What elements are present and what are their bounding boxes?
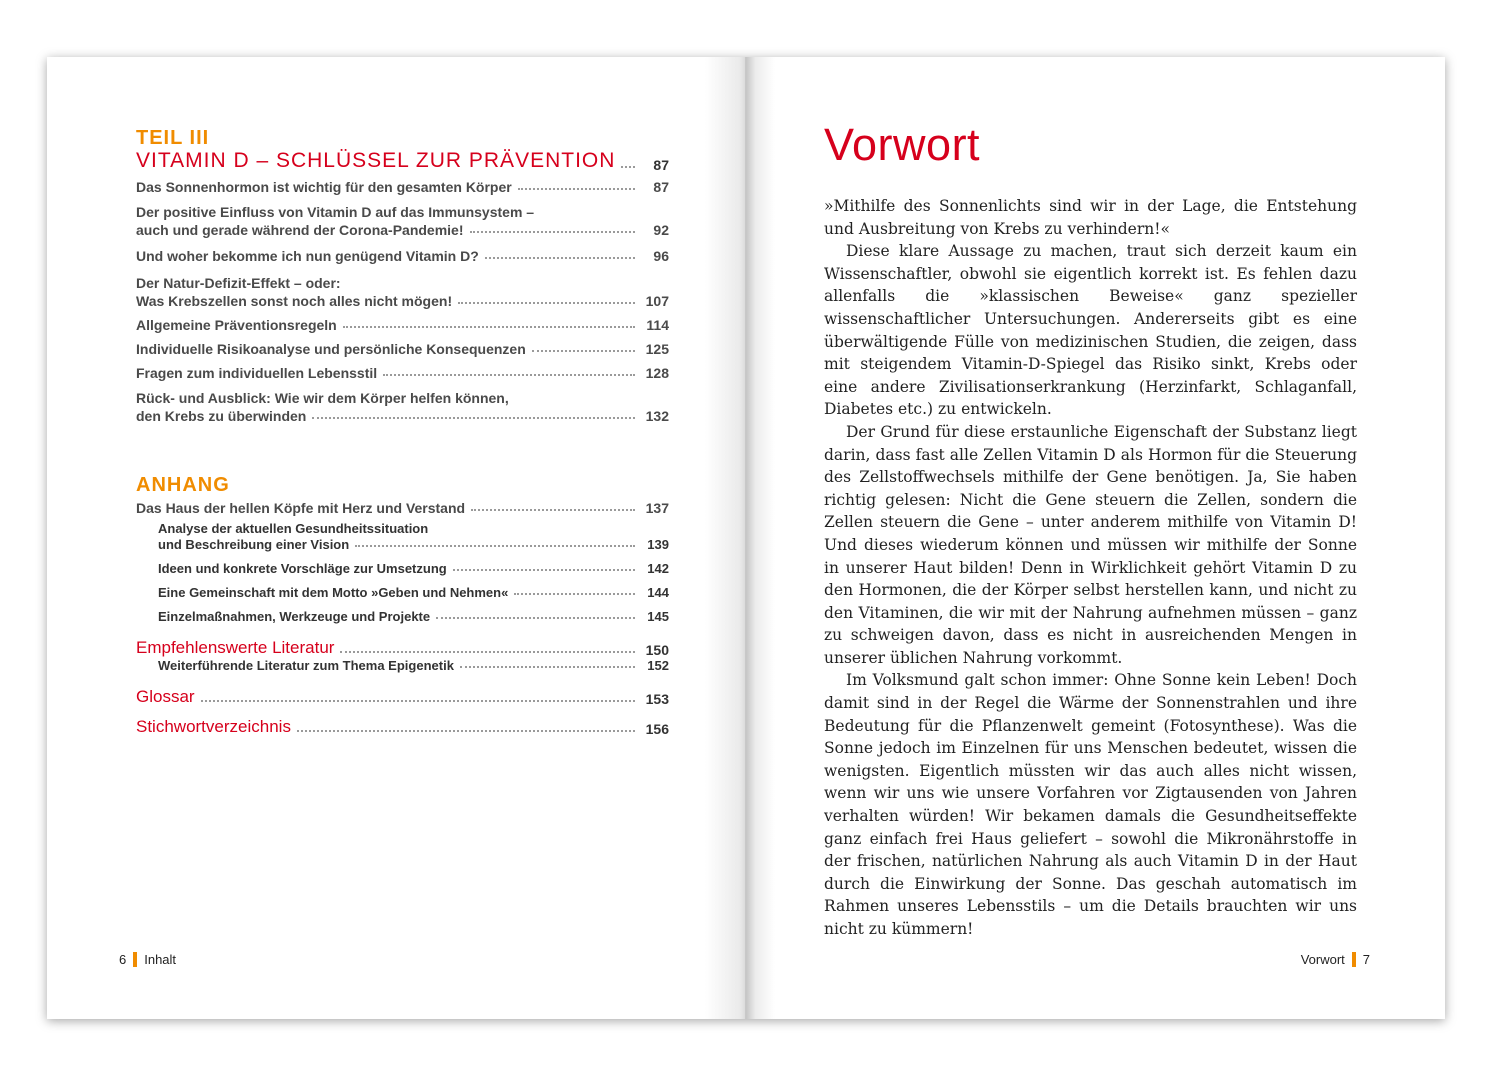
toc-page-number: 107 (635, 293, 669, 309)
toc-page-number: 96 (635, 248, 669, 264)
toc-sub-entry-title: Weiterführende Literatur zum Thema Epigenetik (158, 658, 460, 673)
toc-page-number: 128 (635, 365, 669, 381)
toc-page-number: 87 (635, 157, 669, 173)
dot-leader (355, 545, 635, 547)
toc-sub-entry-title: Ideen und konkrete Vorschläge zur Umsetzung (158, 561, 453, 576)
toc-page-number: 137 (635, 500, 669, 516)
footer-bar (1352, 952, 1356, 967)
toc-entry-title: Und woher bekomme ich nun genügend Vitamin D? (136, 248, 485, 264)
toc-section-literature (136, 638, 669, 658)
toc-part-title (136, 149, 669, 173)
appendix-label: ANHANG (136, 474, 230, 496)
page-number: 7 (1362, 952, 1370, 967)
toc-sub-entry-title-line: Analyse der aktuellen Gesundheitssituation (158, 521, 429, 536)
toc-entry (136, 203, 669, 238)
dot-leader (460, 666, 635, 668)
toc-entry-title: Fragen zum individuellen Lebensstil (136, 365, 383, 381)
toc-sub-entry (158, 520, 669, 552)
toc-page-number: 132 (635, 408, 669, 424)
toc-entry (136, 341, 669, 357)
dot-leader (201, 700, 635, 702)
paragraph: Der Grund für diese erstaunliche Eigenschaft der Substanz liegt darin, dass fast alle Zellen Vitamin D als Hormon für die Steuerung des Zellstoffwechsels mithilfe der Gene benötigen. Ja, Sie haben richtig gelesen: Nicht die Gene steuern die Zellen, sondern die Zellen steuern die Gene – unter anderem mithilfe von Vitamin D! Und dieses wiederum können und müssen wir mithilfe der Sonne in unserer Haut bilden! Denn in Wirklichkeit gehört Vitamin D zu den Hormonen, die der Körper selbst herstellen kann, und nicht zu den Vitaminen, die wir mit der Nahrung aufnehmen müssen – ganz zu schweigen davon, dass es nicht in ausreichenden Mengen in unserer üblichen Nahrung vorkommt. (824, 422, 1357, 667)
toc-sub-entry (158, 658, 669, 673)
toc-page-number: 125 (635, 341, 669, 357)
toc-page-number: 145 (635, 609, 669, 624)
toc-page-number: 114 (635, 317, 669, 333)
toc-entry-title-line: Der Natur-Defizit-Effekt – oder: (136, 275, 341, 291)
toc-sub-entries (136, 520, 669, 624)
toc-part-title-text: VITAMIN D – SCHLÜSSEL ZUR PRÄVENTION (136, 149, 621, 173)
toc-section-title: Stichwortverzeichnis (136, 717, 297, 737)
dot-leader (458, 302, 635, 304)
dot-leader (453, 569, 635, 571)
table-of-contents (136, 127, 669, 737)
dot-leader (297, 730, 635, 732)
toc-sub-entry-title: Eine Gemeinschaft mit dem Motto »Geben und Nehmen« (158, 585, 514, 600)
toc-section-title: Empfehlenswerte Literatur (136, 638, 340, 658)
toc-entry-title-line: den Krebs zu überwinden (136, 408, 312, 424)
toc-sub-entry (158, 585, 669, 600)
toc-entry (136, 317, 669, 333)
dot-leader (312, 417, 635, 419)
toc-entry-title-line: Rück- und Ausblick: Wie wir dem Körper helfen können, (136, 390, 509, 406)
page-number: 6 (119, 952, 127, 967)
right-page-footer (1301, 952, 1370, 967)
toc-page-number: 153 (635, 691, 669, 707)
toc-entry-title: Individuelle Risikoanalyse und persönliche Konsequenzen (136, 341, 532, 357)
toc-entry-title-line: Der positive Einfluss von Vitamin D auf das Immunsystem – (136, 204, 535, 220)
paragraph: »Mithilfe des Sonnenlichts sind wir in der Lage, die Entstehung und Ausbreitung von Krebs zu verhindern!« (824, 197, 1357, 238)
paragraph: Im Volksmund galt schon immer: Ohne Sonne kein Leben! Doch damit sind in der Regel die Wärme der Sonnenstrahlen und ihre Bedeutung für die Pflanzenwelt gemeint (Fotosynthese). Was die Sonne jedoch im Einzelnen für uns Menschen bedeutet, wissen die wenigsten. Eigentlich müssten wir das auch alles nicht wissen, wenn wir uns wie unsere Vorfahren vor Zigtausenden von Jahren verhalten würden! Wir bekamen damals die Gesundheitseffekte ganz einfach frei Haus geliefert – sowohl die Mikronährstoffe in der frischen, natürlichen Nahrung als auch Vitamin D in der Haut durch die Einwirkung der Sonne. Das geschah automatisch im Rahmen unseres Lebensstils – um die Details brauchten wir uns nicht zu kümmern! (824, 671, 1357, 938)
toc-page-number: 152 (635, 658, 669, 673)
toc-entry (136, 365, 669, 381)
dot-leader (471, 509, 635, 511)
dot-leader (485, 257, 635, 259)
footer-bar (133, 952, 137, 967)
dot-leader (470, 231, 635, 233)
toc-entry (136, 500, 669, 516)
toc-sub-entry-title-line: und Beschreibung einer Vision (158, 537, 355, 552)
toc-entry-title: Allgemeine Präventionsregeln (136, 317, 343, 333)
toc-entry-title: Das Sonnenhormon ist wichtig für den gesamten Körper (136, 179, 518, 195)
toc-page-number: 144 (635, 585, 669, 600)
toc-section-index (136, 717, 669, 737)
toc-sub-entry-title: Einzelmaßnahmen, Werkzeuge und Projekte (158, 609, 436, 624)
toc-entry-title: Das Haus der hellen Köpfe mit Herz und Verstand (136, 500, 471, 516)
dot-leader (621, 166, 635, 168)
dot-leader (343, 326, 635, 328)
book-spread (47, 57, 1445, 1019)
toc-page-number: 92 (635, 222, 669, 238)
dot-leader (518, 188, 635, 190)
toc-entry (136, 248, 669, 264)
dot-leader (514, 593, 635, 595)
toc-page-number: 139 (635, 537, 669, 552)
toc-sub-entry (158, 561, 669, 576)
toc-section-glossary (136, 687, 669, 707)
toc-entry-title-line: auch und gerade während der Corona-Pandemie! (136, 222, 470, 238)
toc-sub-entry (158, 609, 669, 624)
dot-leader (340, 651, 635, 653)
toc-page-number: 87 (635, 179, 669, 195)
part-label: TEIL III (136, 127, 210, 149)
toc-page-number: 142 (635, 561, 669, 576)
toc-entry (136, 179, 669, 195)
dot-leader (436, 617, 635, 619)
left-page-contents (47, 57, 747, 1019)
right-page-foreword (747, 57, 1445, 1019)
left-page-footer (119, 952, 176, 967)
toc-page-number: 156 (635, 721, 669, 737)
running-head: Vorwort (1300, 952, 1345, 967)
toc-entry (136, 274, 669, 309)
dot-leader (532, 350, 635, 352)
toc-section-title: Glossar (136, 687, 201, 707)
toc-entry-title-line: Was Krebszellen sonst noch alles nicht mögen! (136, 293, 458, 309)
page-title: Vorwort (824, 119, 981, 170)
toc-sub-entries (136, 658, 669, 673)
toc-entry (136, 389, 669, 424)
running-head: Inhalt (144, 952, 177, 967)
foreword-body (824, 195, 1357, 941)
dot-leader (383, 374, 635, 376)
paragraph: Diese klare Aussage zu machen, traut sich derzeit kaum ein Wissenschaftler, obwohl sie eigentlich korrekt ist. Es fehlen dazu allenfalls die »klassischen Beweise« ganz spezieller wissenschaftlicher Untersuchungen. Andererseits gibt es eine überwältigende Fülle von medizinischen Studien, die zeigen, dass mit steigendem Vitamin-D-Spiegel das Risiko sinkt, Krebs oder eine andere Zivilisationserkrankung (Herzinfarkt, Schlaganfall, Diabetes etc.) zu entwickeln. (824, 242, 1357, 419)
toc-page-number: 150 (635, 642, 669, 658)
